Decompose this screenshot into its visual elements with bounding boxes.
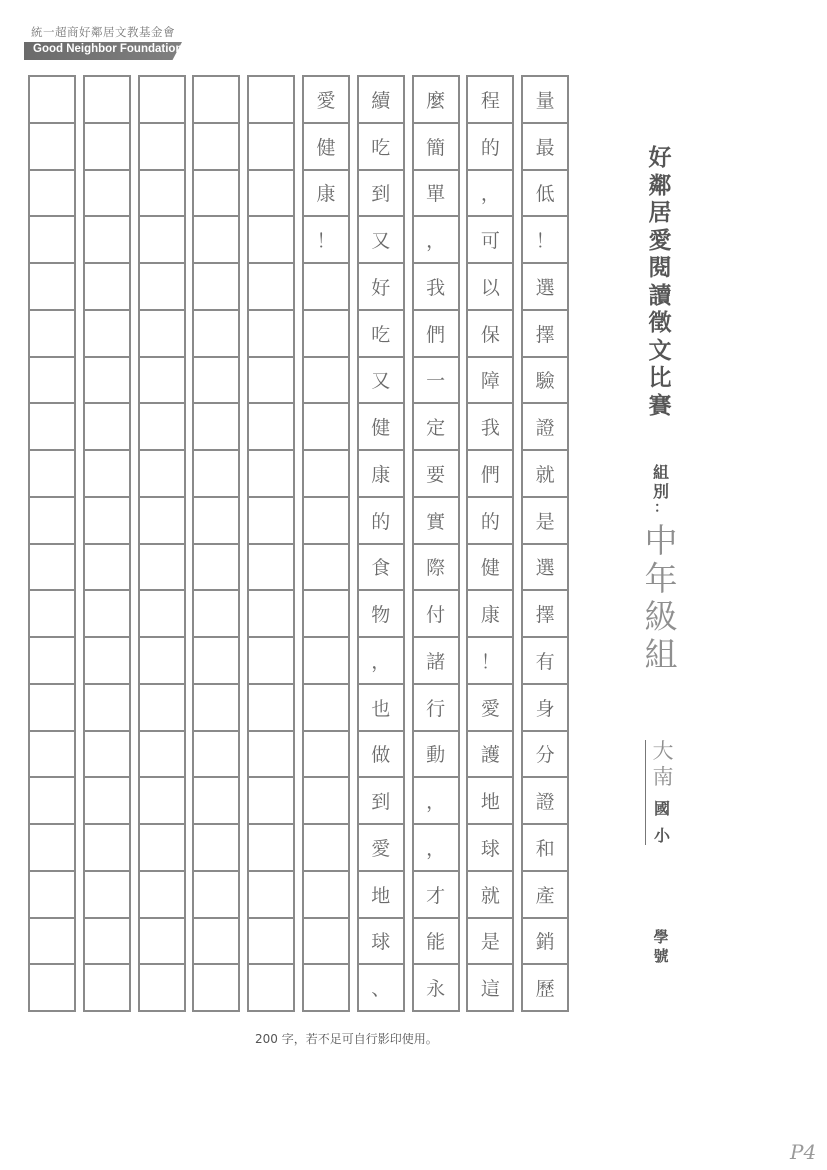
grid-cell[interactable] [138,589,186,636]
grid-cell[interactable] [138,215,186,262]
grid-cell[interactable]: 證 [521,402,569,449]
grid-cell[interactable] [28,823,76,870]
title-char: 比 [648,365,672,391]
contest-title [646,145,674,420]
grid-cell[interactable]: 擇 [521,589,569,636]
grid-cell[interactable] [247,543,295,590]
grid-cell[interactable] [192,449,240,496]
grid-cell[interactable] [302,262,350,309]
grid-cell[interactable]: 的 [466,496,514,543]
grid-cell[interactable] [83,75,131,122]
grid-cell[interactable] [83,309,131,356]
grid-cell[interactable]: 障 [466,356,514,403]
grid-cell[interactable]: 是 [521,496,569,543]
grid-cell[interactable] [247,75,295,122]
grid-cell[interactable]: 到 [357,169,405,216]
title-char: 閱 [648,255,672,281]
grid-cell[interactable]: 銷 [521,917,569,964]
grid-cell[interactable]: 愛 [466,683,514,730]
grid-cell[interactable] [192,75,240,122]
grid-cell[interactable] [28,776,76,823]
grid-cell[interactable] [28,636,76,683]
grid-cell[interactable] [28,169,76,216]
grid-cell[interactable] [192,636,240,683]
grid-cell[interactable]: 付 [412,589,460,636]
title-char: 文 [648,337,672,364]
student-id-label [651,928,671,966]
grid-cell[interactable] [28,496,76,543]
grid-cell[interactable]: 永 [412,963,460,1012]
grid-cell[interactable]: 我 [466,402,514,449]
grid-cell[interactable]: 健 [302,122,350,169]
grid-cell[interactable] [247,870,295,917]
grid-cell[interactable] [28,402,76,449]
group-value-char: 中 [644,521,678,560]
grid-cell[interactable]: 康 [302,169,350,216]
grid-cell[interactable] [28,122,76,169]
title-char: 居 [648,200,672,226]
grid-cell[interactable]: 又 [357,356,405,403]
student-id-label-char: 號 [653,947,669,965]
grid-cell[interactable]: 就 [521,449,569,496]
grid-cell[interactable] [192,402,240,449]
grid-cell[interactable]: 量 [521,75,569,122]
grid-cell[interactable]: 實 [412,496,460,543]
student-id-label-char: 學 [653,928,669,946]
grid-cell[interactable] [28,963,76,1012]
grid-cell[interactable] [28,870,76,917]
foundation-name-english: Good Neighbor Foundation [33,43,183,55]
grid-cell[interactable]: 才 [412,870,460,917]
grid-cell[interactable]: 諸 [412,636,460,683]
title-char: 徵 [648,310,672,336]
grid-cell[interactable] [247,589,295,636]
grid-cell[interactable] [28,589,76,636]
grid-cell[interactable] [138,730,186,777]
grid-cell[interactable] [28,917,76,964]
grid-cell[interactable]: 可 [466,215,514,262]
grid-cell[interactable] [302,449,350,496]
grid-cell[interactable] [302,402,350,449]
grid-cell[interactable]: 也 [357,683,405,730]
grid-cell[interactable] [192,496,240,543]
grid-cell[interactable] [247,356,295,403]
grid-cell[interactable]: 單 [412,169,460,216]
group-label-char: 別 [652,482,669,501]
grid-cell[interactable]: 續 [357,75,405,122]
grid-cell[interactable] [138,356,186,403]
grid-cell[interactable]: 做 [357,730,405,777]
grid-cell[interactable]: 地 [466,776,514,823]
grid-cell[interactable] [247,262,295,309]
title-char: 鄰 [648,172,672,199]
grid-cell[interactable] [83,776,131,823]
grid-cell[interactable]: 康 [466,589,514,636]
grid-cell[interactable] [138,636,186,683]
grid-cell[interactable]: 和 [521,823,569,870]
grid-cell[interactable]: ， [357,636,405,683]
grid-cell[interactable]: 選 [521,543,569,590]
grid-cell[interactable] [83,122,131,169]
school-name-char: 大 [652,739,674,763]
grid-cell[interactable]: 、 [357,963,405,1012]
grid-cell[interactable] [192,122,240,169]
grid-cell[interactable]: 以 [466,262,514,309]
grid-cell[interactable]: ！ [521,215,569,262]
grid-cell[interactable] [247,122,295,169]
grid-cell[interactable] [192,917,240,964]
grid-cell[interactable] [302,496,350,543]
grid-cell[interactable] [247,963,295,1012]
grid-cell[interactable]: ！ [302,215,350,262]
group-value-char: 級 [644,597,678,636]
grid-cell[interactable] [83,496,131,543]
grid-cell[interactable]: 選 [521,262,569,309]
grid-cell[interactable] [83,543,131,590]
grid-cell[interactable]: 擇 [521,309,569,356]
grid-cell[interactable] [302,543,350,590]
grid-cell[interactable] [192,543,240,590]
school-name-field[interactable] [650,738,676,790]
grid-cell[interactable] [302,683,350,730]
grid-cell[interactable]: ， [412,215,460,262]
grid-cell[interactable]: 身 [521,683,569,730]
grid-cell[interactable] [83,823,131,870]
grid-cell[interactable] [247,683,295,730]
group-label-char: 組 [652,463,669,482]
grid-cell[interactable]: 愛 [302,75,350,122]
grid-cell[interactable] [192,169,240,216]
group-label-colon: ： [654,500,668,516]
grid-cell[interactable]: ， [466,169,514,216]
grid-cell[interactable]: 動 [412,730,460,777]
grid-cell[interactable] [83,636,131,683]
grid-cell[interactable] [247,636,295,683]
grid-cell[interactable] [302,589,350,636]
grid-cell[interactable]: 能 [412,917,460,964]
grid-cell[interactable]: ！ [466,636,514,683]
grid-cell[interactable] [138,543,186,590]
school-field-line [645,740,646,845]
grid-cell[interactable] [302,356,350,403]
grid-cell[interactable] [28,75,76,122]
school-suffix-char: 國 [653,799,670,818]
page-number: P4 [790,1140,817,1164]
grid-cell[interactable] [28,356,76,403]
school-suffix-label [652,795,672,849]
grid-cell[interactable] [138,122,186,169]
grid-cell[interactable] [83,589,131,636]
grid-cell[interactable] [28,262,76,309]
grid-cell[interactable] [302,730,350,777]
grid-cell[interactable]: 好 [357,262,405,309]
grid-cell[interactable]: 們 [412,309,460,356]
grid-cell[interactable] [192,356,240,403]
grid-cell[interactable] [83,683,131,730]
grid-cell[interactable] [83,402,131,449]
grid-cell[interactable]: 一 [412,356,460,403]
title-char: 讀 [648,282,672,309]
grid-cell[interactable] [83,215,131,262]
grid-cell[interactable] [28,543,76,590]
grid-cell[interactable] [192,730,240,777]
grid-cell[interactable]: 我 [412,262,460,309]
grid-cell[interactable]: 定 [412,402,460,449]
grid-cell[interactable]: 要 [412,449,460,496]
grid-cell[interactable] [247,776,295,823]
grid-cell[interactable] [302,963,350,1012]
grid-cell[interactable]: 這 [466,963,514,1012]
grid-cell[interactable] [192,870,240,917]
grid-cell[interactable] [192,683,240,730]
grid-cell[interactable] [302,309,350,356]
foundation-name-chinese: 統一超商好鄰居文教基金會 [31,25,175,39]
grid-cell[interactable]: 球 [357,917,405,964]
grid-cell[interactable] [28,215,76,262]
grid-cell[interactable]: 護 [466,730,514,777]
grid-cell[interactable] [247,449,295,496]
grid-cell[interactable]: 產 [521,870,569,917]
grid-cell[interactable] [138,963,186,1012]
grid-cell[interactable] [247,215,295,262]
grid-cell[interactable]: 物 [357,589,405,636]
grid-cell[interactable]: 證 [521,776,569,823]
grid-cell[interactable]: 愛 [357,823,405,870]
grid-cell[interactable] [138,683,186,730]
grid-cell[interactable]: ， [412,823,460,870]
title-char: 愛 [648,227,672,254]
grid-cell[interactable]: 吃 [357,122,405,169]
grid-cell[interactable]: 們 [466,449,514,496]
grid-cell[interactable] [138,917,186,964]
group-label [651,463,671,515]
grid-cell[interactable]: 有 [521,636,569,683]
grid-cell[interactable] [302,870,350,917]
grid-cell[interactable]: 分 [521,730,569,777]
grid-cell[interactable] [247,309,295,356]
word-count-footnote: 200 字，若不足可自行影印使用。 [255,1032,438,1046]
grid-cell[interactable] [28,309,76,356]
grid-cell[interactable]: 低 [521,169,569,216]
grid-cell[interactable]: 食 [357,543,405,590]
grid-cell[interactable]: 球 [466,823,514,870]
grid-cell[interactable] [83,262,131,309]
grid-cell[interactable] [192,262,240,309]
grid-cell[interactable] [83,730,131,777]
school-suffix-char: 小 [653,826,670,845]
grid-cell[interactable] [138,402,186,449]
grid-cell[interactable]: 地 [357,870,405,917]
grid-cell[interactable]: 麼 [412,75,460,122]
grid-cell[interactable] [28,449,76,496]
grid-cell[interactable]: ， [412,776,460,823]
group-value-char: 組 [644,635,678,674]
grid-cell[interactable]: 的 [466,122,514,169]
grid-cell[interactable] [83,356,131,403]
grid-cell[interactable] [247,917,295,964]
grid-cell[interactable] [138,169,186,216]
grid-cell[interactable] [302,776,350,823]
grid-cell[interactable] [247,730,295,777]
grid-cell[interactable] [138,870,186,917]
grid-cell[interactable]: 是 [466,917,514,964]
grid-cell[interactable]: 最 [521,122,569,169]
grid-cell[interactable] [192,823,240,870]
grid-cell[interactable] [247,402,295,449]
grid-cell[interactable] [138,309,186,356]
grid-cell[interactable]: 健 [357,402,405,449]
grid-cell[interactable]: 吃 [357,309,405,356]
grid-cell[interactable] [192,963,240,1012]
grid-cell[interactable] [28,730,76,777]
grid-cell[interactable] [247,496,295,543]
grid-cell[interactable]: 保 [466,309,514,356]
grid-cell[interactable] [247,823,295,870]
grid-cell[interactable] [302,917,350,964]
grid-cell[interactable]: 就 [466,870,514,917]
grid-cell[interactable] [302,823,350,870]
grid-cell[interactable]: 程 [466,75,514,122]
grid-cell[interactable] [83,917,131,964]
grid-cell[interactable]: 歷 [521,963,569,1012]
grid-cell[interactable] [302,636,350,683]
grid-cell[interactable] [192,776,240,823]
grid-cell[interactable]: 健 [466,543,514,590]
grid-cell[interactable] [247,169,295,216]
school-name-char: 南 [652,765,674,789]
group-value-char: 年 [644,559,678,598]
grid-cell[interactable]: 到 [357,776,405,823]
grid-cell[interactable]: 行 [412,683,460,730]
grid-cell[interactable] [83,169,131,216]
grid-cell[interactable] [192,215,240,262]
grid-cell[interactable] [138,823,186,870]
grid-cell[interactable]: 的 [357,496,405,543]
grid-cell[interactable]: 際 [412,543,460,590]
grid-cell[interactable] [192,589,240,636]
grid-cell[interactable] [138,776,186,823]
grid-cell[interactable] [83,870,131,917]
grid-cell[interactable] [138,262,186,309]
grid-cell[interactable] [192,309,240,356]
title-char: 好 [648,145,672,171]
title-char: 賽 [648,392,672,419]
grid-cell[interactable]: 驗 [521,356,569,403]
grid-cell[interactable]: 康 [357,449,405,496]
grid-cell[interactable]: 又 [357,215,405,262]
grid-cell[interactable] [138,449,186,496]
grid-cell[interactable]: 簡 [412,122,460,169]
grid-cell[interactable] [138,496,186,543]
grid-cell[interactable] [138,75,186,122]
grid-cell[interactable] [28,683,76,730]
grid-cell[interactable] [83,449,131,496]
grid-cell[interactable] [83,963,131,1012]
group-value-field[interactable] [640,522,682,674]
